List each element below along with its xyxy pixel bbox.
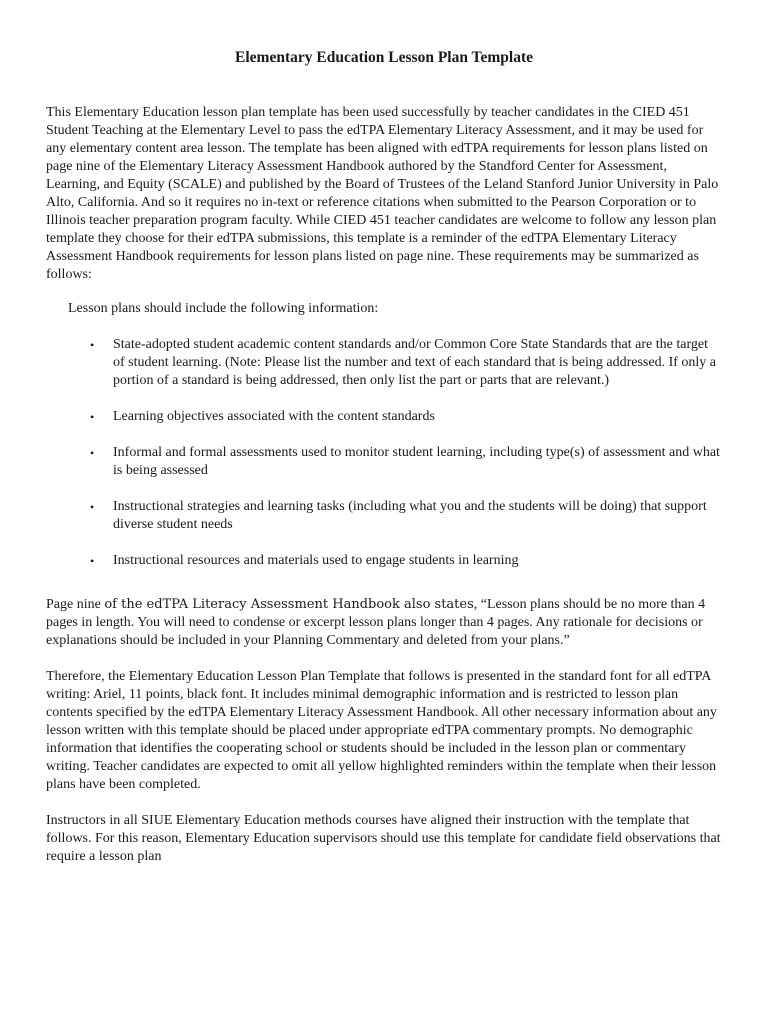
therefore-paragraph: Therefore, the Elementary Education Lesson Plan Template that follows is presented in the standard font for all edTPA writing: Ariel, 11 points, black font. It includes minimal demographic information and is restricted to lesson plan contents specified by the edTPA Elementary Literacy Assessment Handbook. All other necessary information about any lesson written with this template should be placed under appropriate edTPA commentary prompts. No demographic information that identifies the cooperating school or students should be included in the lesson plan or commentary writing. Teacher candidates are expected to omit all yellow highlighted reminders within the template when their lesson plans have been completed. xyxy=(46,669,717,792)
requirement-text: State-adopted student academic content standards and/or Common Core State Standards that are the target of student learning. (Note: Please list the number and text of each standard that is being addressed. If only a portion of a standard is being addressed, then only list the part or parts that are relevant.) xyxy=(113,337,716,388)
bullet-icon: • xyxy=(90,554,95,568)
requirement-text: Learning objectives associated with the content standards xyxy=(113,409,435,424)
bullet-icon: • xyxy=(90,446,95,460)
document-page xyxy=(46,48,722,884)
document-title: Elementary Education Lesson Plan Template xyxy=(235,49,533,66)
handbook-quote: , “Lesson plans should be no more than 4 pages in length. You will need to condense or excerpt lesson plans longer than 4 pages. Any rationale for decisions or explanations should be included in your Planning Commentary and deleted from your plans.” xyxy=(46,597,706,648)
requirement-item xyxy=(46,408,722,426)
requirements-list xyxy=(46,336,722,570)
page-nine-paragraph xyxy=(46,596,722,650)
requirement-item xyxy=(46,336,722,390)
requirement-item xyxy=(46,498,722,534)
requirement-item xyxy=(46,444,722,480)
requirement-item xyxy=(46,552,722,570)
bullet-icon: • xyxy=(90,338,95,352)
requirement-text: Informal and formal assessments used to monitor student learning, including type(s) of assessment and what is being assessed xyxy=(113,445,720,478)
requirement-text: Instructional resources and materials used to engage students in learning xyxy=(113,553,519,568)
bullet-icon: • xyxy=(90,410,95,424)
instructors-paragraph: Instructors in all SIUE Elementary Education methods courses have aligned their instruction with the template that follows. For this reason, Elementary Education supervisors should use this template for candidate field observations that require a lesson plan xyxy=(46,813,721,864)
intro-paragraph: This Elementary Education lesson plan template has been used successfully by teacher candidates in the CIED 451 Student Teaching at the Elementary Level to pass the edTPA Elementary Literacy Assessment, and it may be used for any elementary content area lesson. The template has been aligned with edTPA requirements for lesson plans listed on page nine of the Elementary Literacy Assessment Handbook authored by the Standford Center for Assessment, Learning, and Equity (SCALE) and published by the Board of Trustees of the Leland Stanford Junior University in Palo Alto, California. And so it requires no in-text or reference citations when submitted to the Pearson Corporation or to Illinois teacher preparation program faculty. While CIED 451 teacher candidates are welcome to follow any lesson plan template they choose for their edTPA submissions, this template is a reminder of the edTPA Elementary Literacy Assessment Handbook requirements for lesson plans listed on page nine. These requirements may be summarized as follows: xyxy=(46,105,719,282)
page-nine-lead: Page nine xyxy=(46,597,105,612)
handbook-reference: of the edTPA Literacy Assessment Handbook also states xyxy=(104,597,474,612)
requirement-text: Instructional strategies and learning tasks (including what you and the students will be doing) that support diverse student needs xyxy=(113,499,707,532)
requirements-lead-in: Lesson plans should include the following information: xyxy=(68,301,379,316)
bullet-icon: • xyxy=(90,500,95,514)
